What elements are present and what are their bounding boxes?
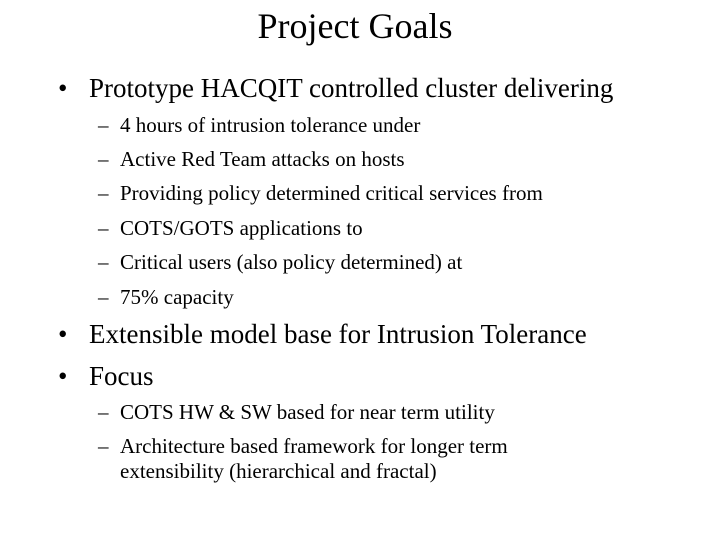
- sub-item-text: Providing policy determined critical services from: [120, 181, 543, 205]
- sub-item-text: Critical users (also policy determined) at: [120, 250, 463, 274]
- sub-item: [98, 285, 234, 310]
- bullet-item: [58, 360, 154, 392]
- bullet-glyph: •: [58, 73, 68, 103]
- sub-item-text: 4 hours of intrusion tolerance under: [120, 113, 421, 137]
- bullet-text: Focus: [89, 361, 154, 391]
- sub-item-continuation: extensibility (hierarchical and fractal): [120, 459, 437, 483]
- bullet-item: [58, 318, 587, 350]
- sub-item-text: COTS HW & SW based for near term utility: [120, 400, 495, 424]
- dash-glyph: –: [98, 181, 109, 205]
- bullet-glyph: •: [58, 361, 68, 391]
- sub-item: [98, 434, 508, 484]
- dash-glyph: –: [98, 216, 109, 240]
- dash-glyph: –: [98, 250, 109, 274]
- dash-glyph: –: [98, 285, 109, 309]
- dash-glyph: –: [98, 400, 109, 424]
- bullet-glyph: •: [58, 319, 68, 349]
- sub-item-text: Active Red Team attacks on hosts: [120, 147, 405, 171]
- slide-title: Project Goals: [257, 6, 453, 46]
- sub-item-text: Architecture based framework for longer term: [120, 434, 508, 458]
- sub-item: [98, 250, 462, 275]
- bullet-item: [58, 72, 613, 104]
- dash-glyph: –: [98, 434, 109, 458]
- bullet-text: Prototype HACQIT controlled cluster delivering: [89, 73, 614, 103]
- dash-glyph: –: [98, 113, 109, 137]
- sub-item: [98, 400, 495, 425]
- sub-item: [98, 147, 405, 172]
- sub-item-text: COTS/GOTS applications to: [120, 216, 363, 240]
- sub-item-text: 75% capacity: [120, 285, 234, 309]
- sub-item: [98, 216, 363, 241]
- bullet-text: Extensible model base for Intrusion Tolerance: [89, 319, 587, 349]
- sub-item: [98, 113, 420, 138]
- dash-glyph: –: [98, 147, 109, 171]
- sub-item: [98, 181, 543, 206]
